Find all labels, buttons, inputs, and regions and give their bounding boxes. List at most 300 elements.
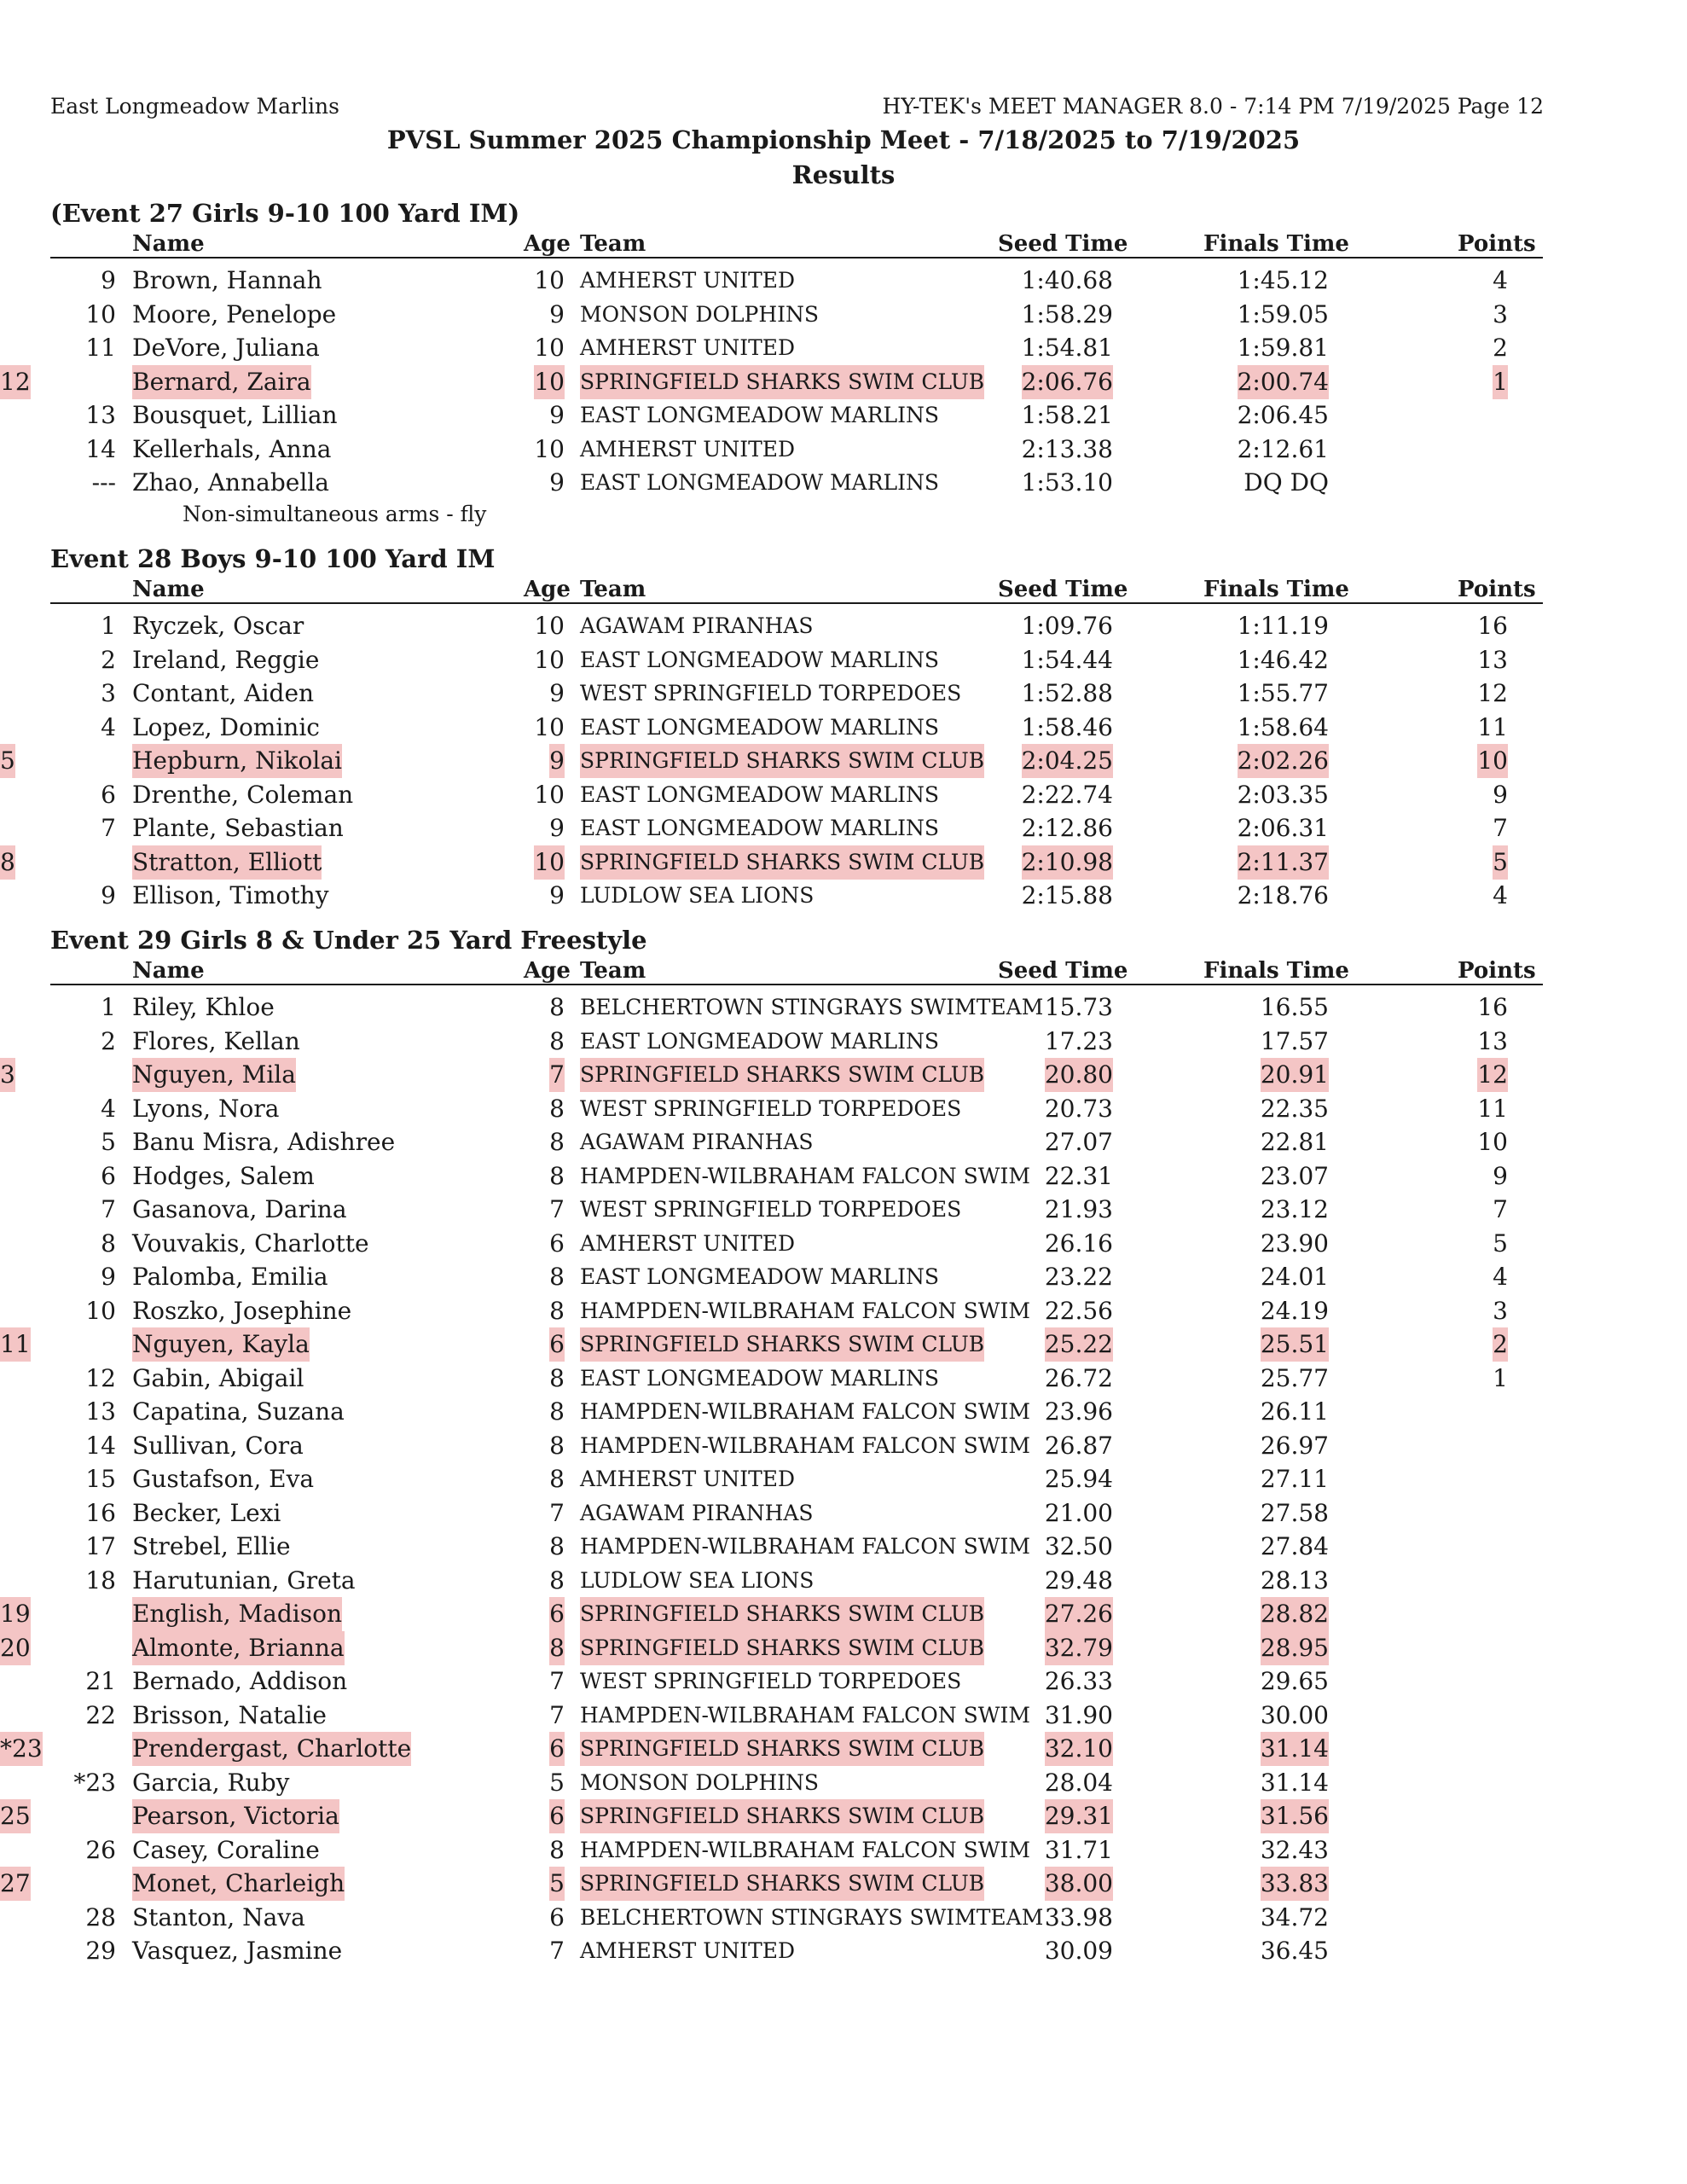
swimmer-name: Palomba, Emilia <box>132 1263 328 1291</box>
team-cell: EAST LONGMEADOW MARLINS <box>580 470 940 495</box>
result-row <box>0 365 1687 399</box>
swimmer-name: Flores, Kellan <box>132 1026 300 1055</box>
seed-time-cell: 26.87 <box>1044 1431 1113 1460</box>
age-cell: 6 <box>549 1228 565 1258</box>
team-cell: MONSON DOLPHINS <box>580 301 820 327</box>
age-cell: 6 <box>549 1327 565 1362</box>
page-header-left: East Longmeadow Marlins <box>50 94 339 119</box>
result-row <box>0 1125 1687 1159</box>
swimmer-name: Brown, Hannah <box>132 266 322 294</box>
age-cell: 8 <box>549 1532 565 1560</box>
finals-time-cell: 31.14 <box>1261 1732 1329 1766</box>
column-header-team: Team <box>580 577 646 602</box>
column-header-team: Team <box>580 958 646 984</box>
age-cell: 8 <box>549 1631 565 1665</box>
team-cell: SPRINGFIELD SHARKS SWIM CLUB <box>580 1058 984 1092</box>
place-cell: 11 <box>0 1327 31 1362</box>
points-cell: 4 <box>1493 1263 1508 1291</box>
age-cell: 10 <box>534 645 565 674</box>
result-row <box>0 1260 1687 1294</box>
swimmer-name: Vouvakis, Charlotte <box>132 1228 369 1258</box>
team-cell: HAMPDEN-WILBRAHAM FALCON SWIM <box>580 1534 1030 1559</box>
points-cell: 4 <box>1493 881 1508 909</box>
team-cell: BELCHERTOWN STINGRAYS SWIMTEAM <box>580 1904 1044 1930</box>
points-cell: 9 <box>1493 780 1508 809</box>
swimmer-name: Gasanova, Darina <box>132 1195 347 1223</box>
age-cell: 8 <box>549 1094 565 1123</box>
finals-time-cell: 28.13 <box>1260 1565 1329 1594</box>
place-cell: 13 <box>85 401 116 429</box>
column-header-age: Age <box>524 231 571 257</box>
result-row <box>0 1058 1687 1092</box>
swimmer-name: Harutunian, Greta <box>132 1565 356 1594</box>
place-cell: 4 <box>101 712 116 741</box>
result-row <box>0 1159 1687 1194</box>
age-cell: 7 <box>549 1058 565 1092</box>
result-row <box>0 1327 1687 1362</box>
result-row <box>0 1867 1687 1901</box>
finals-time-cell: 2:02.26 <box>1238 744 1329 778</box>
finals-time-cell: 23.07 <box>1260 1161 1329 1190</box>
team-cell: SPRINGFIELD SHARKS SWIM CLUB <box>580 1799 984 1833</box>
place-cell: 26 <box>85 1835 116 1864</box>
team-cell: SPRINGFIELD SHARKS SWIM CLUB <box>580 1327 984 1362</box>
finals-time-cell: 1:58.64 <box>1237 712 1329 741</box>
place-cell: 8 <box>0 845 15 880</box>
swimmer-name: Bernado, Addison <box>132 1667 348 1695</box>
seed-time-cell: 1:58.46 <box>1021 712 1113 741</box>
column-header-age: Age <box>524 958 571 984</box>
seed-time-cell: 15.73 <box>1044 993 1113 1021</box>
place-cell: 16 <box>85 1498 116 1527</box>
result-row <box>0 1227 1687 1261</box>
age-cell: 10 <box>534 434 565 463</box>
points-cell: 11 <box>1477 1094 1508 1123</box>
result-row <box>0 466 1687 500</box>
place-cell: 7 <box>101 1195 116 1223</box>
age-cell: 7 <box>549 1498 565 1527</box>
seed-time-cell: 21.93 <box>1044 1195 1113 1223</box>
swimmer-name: Zhao, Annabella <box>132 468 329 497</box>
place-cell: 10 <box>85 299 116 328</box>
finals-time-cell: 30.00 <box>1260 1700 1329 1729</box>
place-cell: 20 <box>0 1631 31 1665</box>
seed-time-cell: 38.00 <box>1045 1867 1113 1901</box>
finals-time-cell: 1:45.12 <box>1237 266 1329 294</box>
result-row <box>0 1799 1687 1833</box>
age-cell: 9 <box>549 814 565 842</box>
swimmer-name: Moore, Penelope <box>132 299 337 328</box>
seed-time-cell: 1:40.68 <box>1021 266 1113 294</box>
swimmer-name: Plante, Sebastian <box>132 814 344 842</box>
points-cell: 4 <box>1493 266 1508 294</box>
age-cell: 7 <box>549 1700 565 1729</box>
result-row <box>0 609 1687 643</box>
place-cell: 15 <box>85 1465 116 1493</box>
place-cell: 9 <box>101 266 116 294</box>
seed-time-cell: 2:06.76 <box>1022 365 1113 399</box>
result-row <box>0 1092 1687 1126</box>
column-header-points: Points <box>1458 958 1536 984</box>
finals-time-cell: 23.12 <box>1260 1195 1329 1223</box>
age-cell: 8 <box>549 1565 565 1594</box>
column-header-team: Team <box>580 231 646 257</box>
result-row <box>0 1597 1687 1631</box>
place-cell: 25 <box>0 1799 31 1833</box>
result-row <box>0 1193 1687 1227</box>
finals-time-cell: 2:06.31 <box>1237 814 1329 842</box>
finals-time-cell: 1:59.05 <box>1237 299 1329 328</box>
column-header-age: Age <box>524 577 571 602</box>
seed-time-cell: 2:04.25 <box>1022 744 1113 778</box>
finals-time-cell: 1:11.19 <box>1237 612 1329 640</box>
seed-time-cell: 32.79 <box>1045 1631 1113 1665</box>
team-cell: AGAWAM PIRANHAS <box>580 1500 814 1525</box>
points-cell: 16 <box>1477 993 1508 1021</box>
finals-time-cell: 27.84 <box>1260 1532 1329 1560</box>
points-cell: 9 <box>1493 1161 1508 1190</box>
seed-time-cell: 22.56 <box>1044 1296 1113 1325</box>
team-cell: AGAWAM PIRANHAS <box>580 1130 814 1154</box>
finals-time-cell: 31.56 <box>1261 1799 1329 1833</box>
finals-time-cell: 36.45 <box>1260 1937 1329 1965</box>
place-cell: 14 <box>85 1431 116 1460</box>
team-cell: SPRINGFIELD SHARKS SWIM CLUB <box>580 744 984 778</box>
seed-time-cell: 27.07 <box>1044 1128 1113 1156</box>
swimmer-name: Nguyen, Mila <box>132 1058 296 1092</box>
finals-time-cell: 31.14 <box>1260 1768 1329 1797</box>
column-header-finals-time: Finals Time <box>1203 577 1349 602</box>
result-row <box>0 1732 1687 1766</box>
team-cell: EAST LONGMEADOW MARLINS <box>580 1264 940 1289</box>
points-cell: 13 <box>1477 645 1508 674</box>
finals-time-cell: 17.57 <box>1260 1026 1329 1055</box>
column-header-points: Points <box>1458 577 1536 602</box>
result-row <box>0 1766 1687 1800</box>
age-cell: 8 <box>549 1397 565 1426</box>
team-cell: EAST LONGMEADOW MARLINS <box>580 781 940 807</box>
team-cell: SPRINGFIELD SHARKS SWIM CLUB <box>580 1597 984 1631</box>
place-cell: 29 <box>85 1937 116 1965</box>
swimmer-name: Stanton, Nava <box>132 1902 305 1931</box>
points-cell: 2 <box>1493 334 1508 362</box>
finals-time-cell: 22.35 <box>1260 1094 1329 1123</box>
place-cell: 8 <box>101 1228 116 1258</box>
team-cell: EAST LONGMEADOW MARLINS <box>580 647 940 672</box>
finals-time-cell: 27.11 <box>1260 1465 1329 1493</box>
seed-time-cell: 1:58.21 <box>1021 401 1113 429</box>
swimmer-name: Nguyen, Kayla <box>132 1327 310 1362</box>
seed-time-cell: 25.22 <box>1045 1327 1113 1362</box>
age-cell: 8 <box>549 1128 565 1156</box>
swimmer-name: DeVore, Juliana <box>132 334 320 362</box>
team-cell: SPRINGFIELD SHARKS SWIM CLUB <box>580 1631 984 1665</box>
seed-time-cell: 1:54.81 <box>1021 334 1113 362</box>
team-cell: AGAWAM PIRANHAS <box>580 613 814 638</box>
finals-time-cell: 2:11.37 <box>1238 845 1329 880</box>
swimmer-name: Banu Misra, Adishree <box>132 1128 396 1156</box>
swimmer-name: Capatina, Suzana <box>132 1397 345 1426</box>
points-cell: 2 <box>1493 1327 1508 1362</box>
finals-time-cell: 27.58 <box>1260 1498 1329 1527</box>
result-row <box>0 778 1687 812</box>
age-cell: 9 <box>549 881 565 909</box>
swimmer-name: Lyons, Nora <box>132 1094 280 1123</box>
swimmer-name: Roszko, Josephine <box>132 1296 352 1325</box>
swimmer-name: Gustafson, Eva <box>132 1465 315 1493</box>
points-cell: 12 <box>1477 679 1508 707</box>
seed-time-cell: 32.50 <box>1044 1532 1113 1560</box>
place-cell: 3 <box>101 679 116 707</box>
points-cell: 10 <box>1477 1128 1508 1156</box>
swimmer-name: Strebel, Ellie <box>132 1532 291 1560</box>
place-cell: 17 <box>85 1532 116 1560</box>
age-cell: 6 <box>549 1902 565 1931</box>
place-cell: 14 <box>85 434 116 463</box>
age-cell: 8 <box>549 1296 565 1325</box>
result-row <box>0 1934 1687 1968</box>
column-header-row <box>50 958 1543 985</box>
seed-time-cell: 2:22.74 <box>1021 780 1113 809</box>
seed-time-cell: 25.94 <box>1044 1465 1113 1493</box>
points-cell: 5 <box>1493 1228 1508 1258</box>
column-header-row <box>50 231 1543 258</box>
place-cell: 1 <box>101 612 116 640</box>
team-cell: WEST SPRINGFIELD TORPEDOES <box>580 1669 962 1693</box>
swimmer-name: Prendergast, Charlotte <box>132 1732 411 1766</box>
column-header-points: Points <box>1458 231 1536 257</box>
place-cell: 6 <box>101 1161 116 1190</box>
swimmer-name: Brisson, Natalie <box>132 1700 327 1729</box>
place-cell: 22 <box>85 1700 116 1729</box>
seed-time-cell: 1:58.29 <box>1021 299 1113 328</box>
team-cell: AMHERST UNITED <box>580 335 796 360</box>
seed-time-cell: 20.73 <box>1044 1094 1113 1123</box>
team-cell: WEST SPRINGFIELD TORPEDOES <box>580 681 962 706</box>
swimmer-name: Ireland, Reggie <box>132 645 320 674</box>
finals-time-cell: 1:59.81 <box>1237 334 1329 362</box>
age-cell: 8 <box>549 1263 565 1291</box>
seed-time-cell: 26.16 <box>1044 1228 1113 1258</box>
team-cell: SPRINGFIELD SHARKS SWIM CLUB <box>580 365 984 399</box>
swimmer-name: Ryczek, Oscar <box>132 612 304 640</box>
team-cell: EAST LONGMEADOW MARLINS <box>580 816 940 840</box>
finals-time-cell: 28.95 <box>1261 1631 1329 1665</box>
finals-time-cell: 24.01 <box>1260 1263 1329 1291</box>
points-cell: 5 <box>1493 845 1508 880</box>
age-cell: 9 <box>549 299 565 328</box>
swimmer-name: Drenthe, Coleman <box>132 780 354 809</box>
result-row <box>0 1530 1687 1564</box>
seed-time-cell: 2:12.86 <box>1021 814 1113 842</box>
age-cell: 9 <box>549 744 565 778</box>
seed-time-cell: 26.72 <box>1044 1363 1113 1392</box>
result-row <box>0 1901 1687 1935</box>
points-cell: 13 <box>1477 1026 1508 1055</box>
finals-time-cell: 16.55 <box>1260 993 1329 1021</box>
finals-time-cell: 23.90 <box>1260 1228 1329 1258</box>
result-row <box>0 1664 1687 1699</box>
age-cell: 10 <box>534 845 565 880</box>
swimmer-name: Becker, Lexi <box>132 1498 281 1527</box>
finals-time-cell: 22.81 <box>1260 1128 1329 1156</box>
age-cell: 8 <box>549 1161 565 1190</box>
result-row <box>0 845 1687 880</box>
team-cell: SPRINGFIELD SHARKS SWIM CLUB <box>580 1732 984 1766</box>
place-cell: 27 <box>0 1867 31 1901</box>
age-cell: 10 <box>534 334 565 362</box>
age-cell: 8 <box>549 1026 565 1055</box>
points-cell: 10 <box>1477 744 1508 778</box>
swimmer-name: Casey, Coraline <box>132 1835 320 1864</box>
points-cell: 1 <box>1493 1363 1508 1392</box>
seed-time-cell: 1:54.44 <box>1021 645 1113 674</box>
place-cell: 9 <box>101 1263 116 1291</box>
team-cell: AMHERST UNITED <box>580 1938 796 1963</box>
column-header-name: Name <box>132 958 205 984</box>
result-row <box>0 1362 1687 1396</box>
team-cell: EAST LONGMEADOW MARLINS <box>580 1028 940 1054</box>
age-cell: 8 <box>549 1431 565 1460</box>
team-cell: HAMPDEN-WILBRAHAM FALCON SWIM <box>580 1702 1030 1728</box>
place-cell: 6 <box>101 780 116 809</box>
seed-time-cell: 30.09 <box>1044 1937 1113 1965</box>
swimmer-name: Pearson, Victoria <box>132 1799 339 1833</box>
place-cell: 3 <box>0 1058 15 1092</box>
team-cell: EAST LONGMEADOW MARLINS <box>580 1365 940 1391</box>
seed-time-cell: 29.31 <box>1045 1799 1113 1833</box>
result-row <box>0 1496 1687 1531</box>
swimmer-name: Vasquez, Jasmine <box>132 1937 343 1965</box>
team-cell: BELCHERTOWN STINGRAYS SWIMTEAM <box>580 995 1044 1019</box>
age-cell: 7 <box>549 1667 565 1695</box>
seed-time-cell: 2:15.88 <box>1021 881 1113 909</box>
age-cell: 6 <box>549 1732 565 1766</box>
finals-time-cell: DQ DQ <box>1244 468 1329 497</box>
result-row <box>0 1833 1687 1867</box>
team-cell: LUDLOW SEA LIONS <box>580 1567 815 1593</box>
place-cell: *23 <box>0 1732 43 1766</box>
finals-time-cell: 2:03.35 <box>1237 780 1329 809</box>
finals-time-cell: 2:00.74 <box>1238 365 1329 399</box>
place-cell: 5 <box>0 744 15 778</box>
column-header-seed-time: Seed Time <box>998 231 1128 257</box>
seed-time-cell: 32.10 <box>1045 1732 1113 1766</box>
place-cell: 12 <box>0 365 31 399</box>
seed-time-cell: 31.90 <box>1044 1700 1113 1729</box>
swimmer-name: Stratton, Elliott <box>132 845 322 880</box>
points-cell: 7 <box>1493 1195 1508 1223</box>
age-cell: 5 <box>549 1768 565 1797</box>
finals-time-cell: 20.91 <box>1261 1058 1329 1092</box>
age-cell: 8 <box>549 1465 565 1493</box>
result-row <box>0 643 1687 677</box>
result-row <box>0 1429 1687 1463</box>
place-cell: 18 <box>85 1565 116 1594</box>
place-cell: 13 <box>85 1397 116 1426</box>
team-cell: EAST LONGMEADOW MARLINS <box>580 714 940 740</box>
column-header-seed-time: Seed Time <box>998 958 1128 984</box>
team-cell: AMHERST UNITED <box>580 268 796 293</box>
points-cell: 1 <box>1493 365 1508 399</box>
result-row <box>0 1462 1687 1496</box>
result-row <box>0 711 1687 745</box>
swimmer-name: Monet, Charleigh <box>132 1867 345 1901</box>
seed-time-cell: 1:09.76 <box>1021 612 1113 640</box>
team-cell: HAMPDEN-WILBRAHAM FALCON SWIM <box>580 1298 1030 1323</box>
result-row <box>0 1294 1687 1328</box>
seed-time-cell: 31.71 <box>1044 1835 1113 1864</box>
column-header-name: Name <box>132 577 205 602</box>
swimmer-name: Gabin, Abigail <box>132 1363 304 1392</box>
place-cell: 7 <box>101 814 116 842</box>
swimmer-name: Almonte, Brianna <box>132 1631 345 1665</box>
result-row <box>0 1699 1687 1733</box>
event-title: Event 29 Girls 8 & Under 25 Yard Freestyle <box>50 926 647 955</box>
column-header-finals-time: Finals Time <box>1203 958 1349 984</box>
age-cell: 10 <box>534 712 565 741</box>
age-cell: 8 <box>549 1363 565 1392</box>
finals-time-cell: 1:55.77 <box>1237 679 1329 707</box>
result-row <box>0 811 1687 845</box>
result-row <box>0 1395 1687 1429</box>
age-cell: 6 <box>549 1597 565 1631</box>
age-cell: 8 <box>549 1835 565 1864</box>
place-cell: 11 <box>85 334 116 362</box>
place-cell: 19 <box>0 1597 31 1631</box>
swimmer-name: Contant, Aiden <box>132 679 315 707</box>
event-title: Event 28 Boys 9-10 100 Yard IM <box>50 544 496 573</box>
place-cell: 28 <box>85 1902 116 1931</box>
swimmer-name: Riley, Khloe <box>132 993 275 1021</box>
finals-time-cell: 33.83 <box>1261 1867 1329 1901</box>
event-title: (Event 27 Girls 9-10 100 Yard IM) <box>50 199 520 228</box>
finals-time-cell: 29.65 <box>1260 1667 1329 1695</box>
team-cell: SPRINGFIELD SHARKS SWIM CLUB <box>580 1867 984 1901</box>
age-cell: 10 <box>534 780 565 809</box>
swimmer-name: Hepburn, Nikolai <box>132 744 342 778</box>
points-cell: 7 <box>1493 814 1508 842</box>
result-row <box>0 1564 1687 1598</box>
seed-time-cell: 22.31 <box>1044 1161 1113 1190</box>
finals-time-cell: 2:18.76 <box>1237 881 1329 909</box>
age-cell: 6 <box>549 1799 565 1833</box>
seed-time-cell: 29.48 <box>1044 1565 1113 1594</box>
swimmer-name: Hodges, Salem <box>132 1161 315 1190</box>
swimmer-name: Bousquet, Lillian <box>132 401 338 429</box>
swimmer-name: Ellison, Timothy <box>132 881 329 909</box>
points-cell: 3 <box>1493 299 1508 328</box>
age-cell: 7 <box>549 1937 565 1965</box>
finals-time-cell: 2:06.45 <box>1237 401 1329 429</box>
seed-time-cell: 23.22 <box>1044 1263 1113 1291</box>
result-row <box>0 744 1687 778</box>
team-cell: HAMPDEN-WILBRAHAM FALCON SWIM <box>580 1163 1030 1188</box>
seed-time-cell: 28.04 <box>1044 1768 1113 1797</box>
place-cell: 2 <box>101 645 116 674</box>
team-cell: HAMPDEN-WILBRAHAM FALCON SWIM <box>580 1837 1030 1862</box>
swimmer-name: Sullivan, Cora <box>132 1431 304 1460</box>
result-row <box>0 398 1687 433</box>
finals-time-cell: 24.19 <box>1260 1296 1329 1325</box>
column-header-row <box>50 577 1543 604</box>
seed-time-cell: 33.98 <box>1044 1902 1113 1931</box>
place-cell: 12 <box>85 1363 116 1392</box>
seed-time-cell: 1:52.88 <box>1021 679 1113 707</box>
swimmer-name: Garcia, Ruby <box>132 1768 290 1797</box>
seed-time-cell: 27.26 <box>1045 1597 1113 1631</box>
seed-time-cell: 26.33 <box>1044 1667 1113 1695</box>
